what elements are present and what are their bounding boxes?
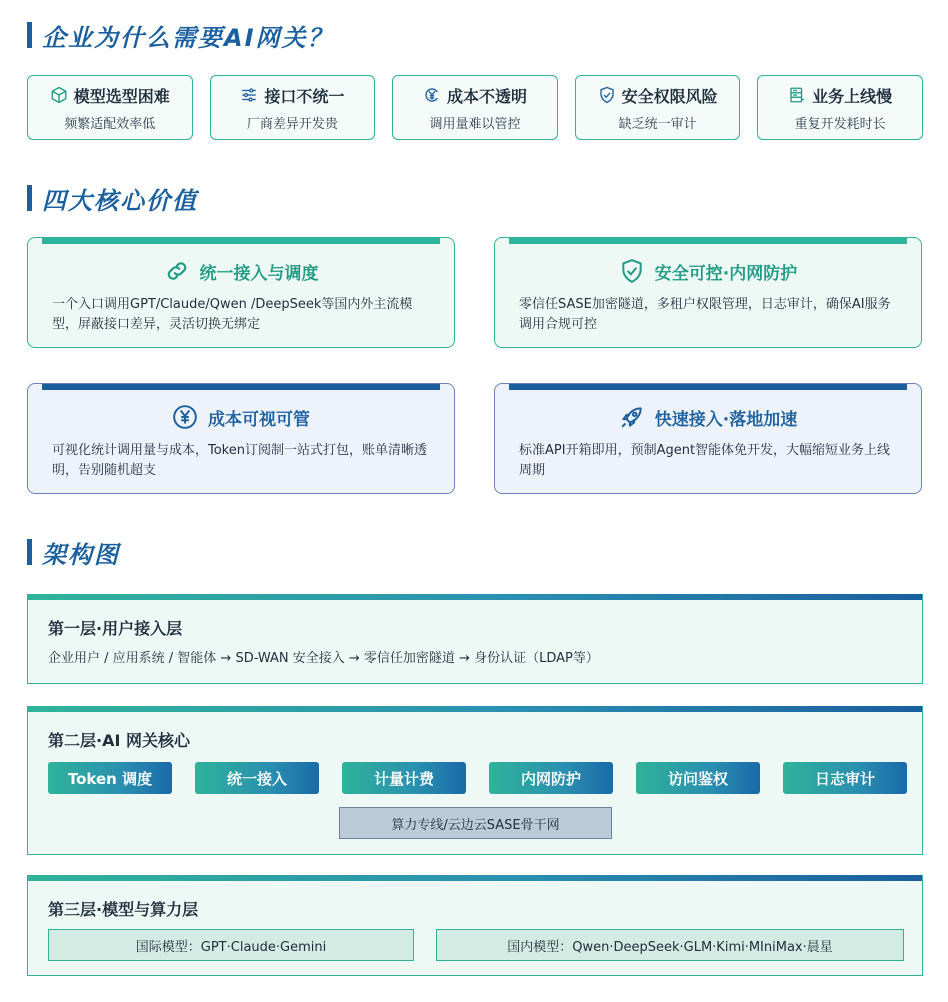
value-desc: 可视化统计调用量与成本，Token订阅制一站式打包，账单清晰透明，告别随机超支 bbox=[52, 443, 427, 478]
arch-layer-user-access bbox=[27, 594, 923, 684]
problem-card bbox=[27, 75, 193, 140]
chip-token-scheduling: Token 调度 bbox=[48, 762, 172, 794]
layer-top-bar bbox=[28, 706, 922, 712]
backbone-box: 算力专线/云边云SASE骨干网 bbox=[339, 807, 612, 839]
value-desc: 标准API开箱即用，预制Agent智能体免开发，大幅缩短业务上线周期 bbox=[519, 443, 891, 478]
section-title-arch bbox=[27, 537, 120, 567]
chip-unified-access: 统一接入 bbox=[195, 762, 319, 794]
card-top-bar bbox=[509, 384, 907, 390]
section-title-text: 四大核心价值 bbox=[42, 186, 198, 215]
problem-title: 业务上线慢 bbox=[812, 86, 893, 106]
chip-intranet-protection: 内网防护 bbox=[489, 762, 613, 794]
problem-sub: 缺乏统一审计 bbox=[618, 116, 697, 132]
problem-sub: 厂商差异开发贵 bbox=[246, 116, 338, 132]
yen-coin-icon bbox=[172, 404, 198, 430]
section-title-why bbox=[27, 20, 334, 50]
card-top-bar bbox=[42, 384, 440, 390]
value-card bbox=[27, 237, 455, 348]
yen-coin-icon bbox=[423, 86, 441, 104]
value-title: 安全可控·内网防护 bbox=[654, 263, 798, 284]
layer-top-bar bbox=[28, 594, 922, 600]
card-top-bar bbox=[509, 238, 907, 244]
problem-title: 模型选型困难 bbox=[73, 86, 170, 106]
problem-sub: 重复开发耗时长 bbox=[794, 116, 886, 132]
shield-check-icon bbox=[619, 258, 645, 284]
problem-title: 接口不统一 bbox=[264, 86, 345, 106]
problem-title: 安全权限风险 bbox=[621, 86, 718, 106]
card-top-bar bbox=[42, 238, 440, 244]
value-title: 快速接入·落地加速 bbox=[654, 409, 798, 430]
value-card bbox=[494, 383, 922, 494]
value-title: 统一接入与调度 bbox=[199, 263, 319, 284]
link-icon bbox=[164, 258, 190, 284]
layer-title: 第三层·模型与算力层 bbox=[48, 900, 199, 919]
layer-title: 第二层·AI 网关核心 bbox=[48, 731, 190, 750]
section-title-values bbox=[27, 183, 198, 213]
problem-sub: 频繁适配效率低 bbox=[64, 116, 156, 132]
section-title-text: 架构图 bbox=[42, 540, 120, 569]
problems-row bbox=[27, 75, 923, 140]
sliders-icon bbox=[240, 86, 258, 104]
problem-card bbox=[757, 75, 923, 140]
problem-card bbox=[392, 75, 558, 140]
title-accent-bar bbox=[27, 539, 32, 565]
layer-top-bar bbox=[28, 875, 922, 881]
intl-models-box: 国际模型：GPT·Claude·Gemini bbox=[48, 929, 414, 961]
domestic-models-box: 国内模型：Qwen·DeepSeek·GLM·Kimi·MIniMax·晨星 bbox=[436, 929, 904, 961]
arch-layer-models bbox=[27, 875, 923, 976]
chip-log-audit: 日志审计 bbox=[783, 762, 907, 794]
title-accent-bar bbox=[27, 185, 32, 211]
chip-access-auth: 访问鉴权 bbox=[636, 762, 760, 794]
problem-card bbox=[575, 75, 741, 140]
value-desc: 零信任SASE加密隧道，多租户权限管理，日志审计，确保AI服务调用合规可控 bbox=[519, 297, 891, 332]
chip-metering-billing: 计量计费 bbox=[342, 762, 466, 794]
value-card bbox=[27, 383, 455, 494]
gateway-chips bbox=[48, 762, 907, 794]
problem-sub: 调用量难以管控 bbox=[429, 116, 521, 132]
value-desc: 一个入口调用GPT/Claude/Qwen /DeepSeek等国内外主流模型，屏蔽接口差异，灵活切换无绑定 bbox=[52, 297, 413, 332]
arch-layer-gateway-core bbox=[27, 706, 923, 855]
value-title: 成本可视可管 bbox=[208, 409, 310, 430]
server-icon bbox=[788, 86, 806, 104]
rocket-icon bbox=[619, 404, 645, 430]
layer-title: 第一层·用户接入层 bbox=[48, 619, 183, 638]
problem-title: 成本不透明 bbox=[446, 86, 527, 106]
cube-icon bbox=[50, 86, 68, 104]
problem-card bbox=[210, 75, 376, 140]
value-card bbox=[494, 237, 922, 348]
title-accent-bar bbox=[27, 22, 32, 48]
shield-check-icon bbox=[598, 86, 616, 104]
section-title-text: 企业为什么需要AI网关？ bbox=[42, 23, 334, 52]
layer-flow: 企业用户 / 应用系统 / 智能体 → SD-WAN 安全接入 → 零信任加密隧道 → 身份认证（LDAP等） bbox=[48, 651, 599, 666]
